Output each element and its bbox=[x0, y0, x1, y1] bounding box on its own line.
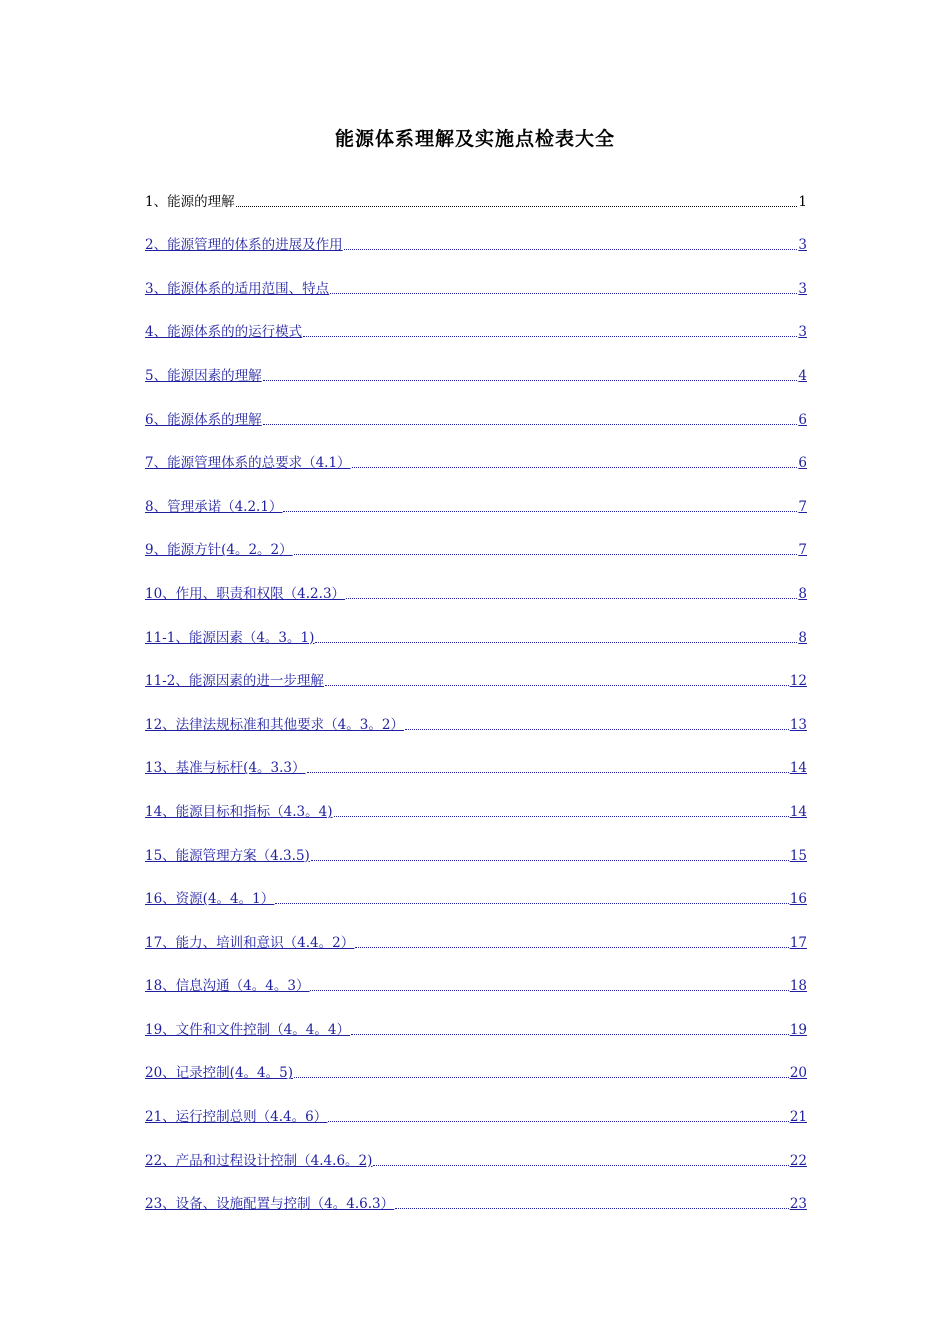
toc-entry-label: 11-1、能源因素（4。3。1) bbox=[145, 629, 315, 646]
toc-entry[interactable] bbox=[145, 650, 807, 694]
toc-entry[interactable] bbox=[145, 562, 807, 606]
toc-dot-leader bbox=[310, 990, 788, 991]
toc-entry[interactable] bbox=[145, 1085, 807, 1129]
table-of-contents bbox=[145, 170, 807, 1216]
toc-entry[interactable] bbox=[145, 955, 807, 999]
toc-entry[interactable] bbox=[145, 257, 807, 301]
toc-page-number: 18 bbox=[789, 978, 807, 995]
toc-entry[interactable] bbox=[145, 737, 807, 781]
toc-entry[interactable] bbox=[145, 214, 807, 258]
toc-entry-label: 13、基准与标杆(4。3.3） bbox=[145, 760, 306, 777]
toc-entry[interactable] bbox=[145, 824, 807, 868]
toc-page-number: 6 bbox=[798, 455, 807, 472]
toc-entry[interactable] bbox=[145, 780, 807, 824]
toc-entry[interactable] bbox=[145, 911, 807, 955]
toc-page-number: 1 bbox=[798, 193, 807, 210]
toc-page-number: 21 bbox=[789, 1109, 807, 1126]
toc-page-number: 23 bbox=[789, 1196, 807, 1213]
toc-dot-leader bbox=[325, 685, 789, 686]
toc-entry[interactable] bbox=[145, 1173, 807, 1217]
toc-page-number: 7 bbox=[798, 498, 807, 515]
toc-dot-leader bbox=[334, 816, 789, 817]
toc-entry[interactable] bbox=[145, 606, 807, 650]
toc-entry[interactable] bbox=[145, 1042, 807, 1086]
toc-dot-leader bbox=[294, 1077, 789, 1078]
toc-dot-leader bbox=[328, 1121, 789, 1122]
toc-entry[interactable] bbox=[145, 693, 807, 737]
toc-page-number: 16 bbox=[789, 891, 807, 908]
toc-page-number: 15 bbox=[789, 847, 807, 864]
toc-page-number: 3 bbox=[798, 324, 807, 341]
toc-dot-leader bbox=[351, 1034, 789, 1035]
toc-entry-label: 15、能源管理方案（4.3.5) bbox=[145, 847, 310, 864]
toc-entry-label: 21、运行控制总则（4.4。6） bbox=[145, 1109, 328, 1126]
toc-entry[interactable] bbox=[145, 388, 807, 432]
toc-entry-label: 1、能源的理解 bbox=[145, 193, 235, 210]
toc-entry-label: 5、能源因素的理解 bbox=[145, 367, 262, 384]
toc-page-number: 3 bbox=[798, 237, 807, 254]
toc-dot-leader bbox=[303, 336, 797, 337]
toc-dot-leader bbox=[346, 598, 797, 599]
toc-dot-leader bbox=[373, 1165, 788, 1166]
toc-entry-label: 3、能源体系的适用范围、特点 bbox=[145, 280, 330, 297]
toc-entry-label: 19、文件和文件控制（4。4。4） bbox=[145, 1021, 350, 1038]
toc-dot-leader bbox=[283, 511, 797, 512]
toc-page-number: 14 bbox=[789, 803, 807, 820]
toc-entry-label: 20、记录控制(4。4。5) bbox=[145, 1065, 293, 1082]
toc-dot-leader bbox=[344, 249, 798, 250]
toc-entry[interactable] bbox=[145, 432, 807, 476]
toc-page-number: 17 bbox=[789, 934, 807, 951]
toc-page-number: 19 bbox=[789, 1021, 807, 1038]
toc-page-number: 8 bbox=[798, 585, 807, 602]
toc-dot-leader bbox=[263, 380, 798, 381]
toc-entry-label: 2、能源管理的体系的进展及作用 bbox=[145, 237, 343, 254]
toc-entry[interactable] bbox=[145, 519, 807, 563]
toc-page-number: 3 bbox=[798, 280, 807, 297]
toc-entry-label: 22、产品和过程设计控制（4.4.6。2) bbox=[145, 1152, 373, 1169]
toc-entry-label: 11-2、能源因素的进一步理解 bbox=[145, 673, 324, 690]
toc-entry-label: 14、能源目标和指标（4.3。4) bbox=[145, 803, 333, 820]
toc-dot-leader bbox=[275, 903, 789, 904]
toc-dot-leader bbox=[355, 947, 789, 948]
toc-entry-label: 6、能源体系的理解 bbox=[145, 411, 262, 428]
toc-dot-leader bbox=[236, 206, 798, 207]
toc-entry-label: 7、能源管理体系的总要求（4.1） bbox=[145, 455, 351, 472]
toc-page-number: 14 bbox=[789, 760, 807, 777]
toc-entry[interactable] bbox=[145, 344, 807, 388]
toc-entry[interactable] bbox=[145, 1129, 807, 1173]
toc-dot-leader bbox=[352, 467, 798, 468]
toc-page-number: 12 bbox=[789, 673, 807, 690]
toc-dot-leader bbox=[330, 293, 797, 294]
toc-page-number: 13 bbox=[789, 716, 807, 733]
toc-dot-leader bbox=[263, 424, 798, 425]
toc-entry-label: 17、能力、培训和意识（4.4。2） bbox=[145, 934, 355, 951]
toc-entry-label: 12、法律法规标准和其他要求（4。3。2） bbox=[145, 716, 404, 733]
toc-dot-leader bbox=[395, 1208, 789, 1209]
toc-entry-label: 18、信息沟通（4。4。3） bbox=[145, 978, 310, 995]
toc-entry-label: 9、能源方针(4。2。2） bbox=[145, 542, 293, 559]
document-title: 能源体系理解及实施点检表大全 bbox=[334, 128, 615, 150]
toc-dot-leader bbox=[294, 554, 798, 555]
toc-page-number: 4 bbox=[798, 367, 807, 384]
toc-page-number: 22 bbox=[789, 1152, 807, 1169]
toc-dot-leader bbox=[311, 860, 789, 861]
toc-entry[interactable] bbox=[145, 475, 807, 519]
toc-dot-leader bbox=[405, 729, 789, 730]
toc-entry-label: 4、能源体系的的运行模式 bbox=[145, 324, 303, 341]
toc-entry-label: 16、资源(4。4。1） bbox=[145, 891, 275, 908]
toc-entry[interactable] bbox=[145, 301, 807, 345]
toc-entry[interactable] bbox=[145, 868, 807, 912]
toc-entry-label: 8、管理承诺（4.2.1） bbox=[145, 498, 283, 515]
toc-entry-label: 10、作用、职责和权限（4.2.3） bbox=[145, 585, 346, 602]
toc-page-number: 6 bbox=[798, 411, 807, 428]
toc-entry-label: 23、设备、设施配置与控制（4。4.6.3） bbox=[145, 1196, 395, 1213]
toc-dot-leader bbox=[315, 642, 797, 643]
toc-dot-leader bbox=[307, 772, 789, 773]
toc-page-number: 8 bbox=[798, 629, 807, 646]
toc-page-number: 20 bbox=[789, 1065, 807, 1082]
toc-entry[interactable] bbox=[145, 998, 807, 1042]
toc-entry bbox=[145, 170, 807, 214]
toc-page-number: 7 bbox=[798, 542, 807, 559]
